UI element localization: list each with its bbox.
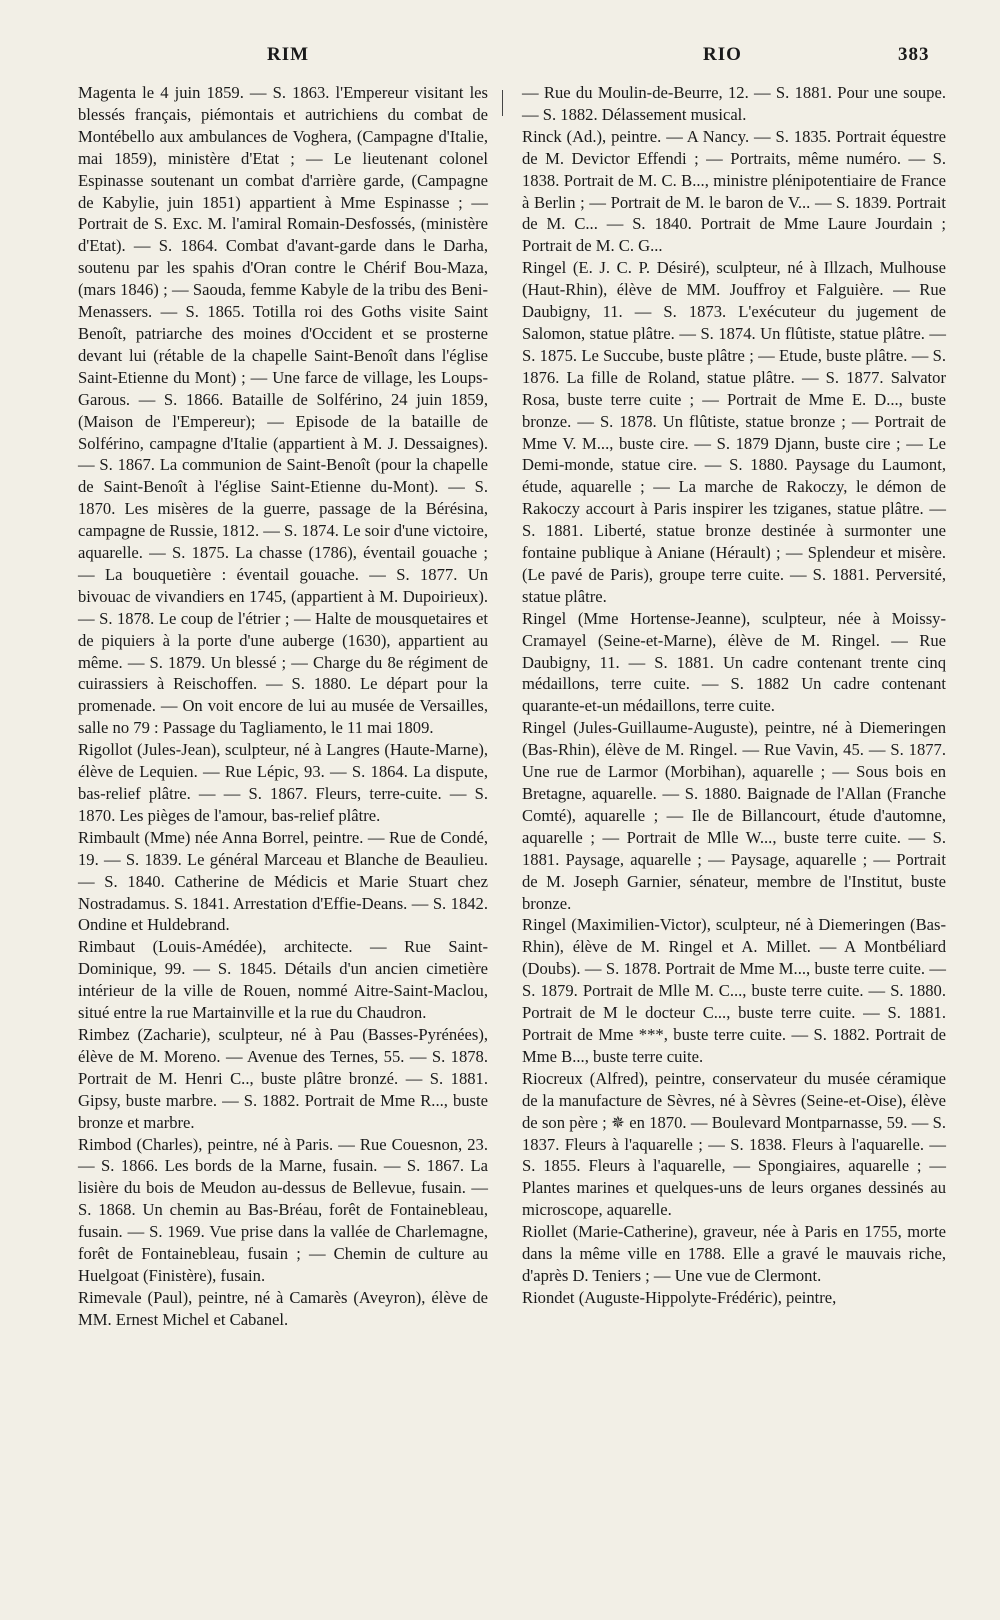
entry-rimevale: Rimevale (Paul), peintre, né à Camarès (Aveyron), élève de MM. Ernest Michel et Cabanel.: [78, 1287, 488, 1329]
column-divider: [502, 90, 503, 116]
right-column: [522, 82, 946, 1309]
entry-rimbault: Rimbault (Mme) née Anna Borrel, peintre. — Rue de Condé, 19. — S. 1839. Le général Marceau et Blanche de Beaulieu. — S. 1840. Catherine de Médicis et Marie Stuart chez Nostradamus. S. 1841. Arrestation d'Effie-Deans. — S. 1842. Ondine et Huldebrand.: [78, 827, 488, 935]
entry-rimbod: Rimbod (Charles), peintre, né à Paris. — Rue Couesnon, 23. — S. 1866. Les bords de la Marne, fusain. — S. 1867. La lisière du bois de Meudon au-dessus de Bellevue, fusain. — S. 1868. Un chemin au Bas-Bréau, forêt de Fontainebleau, fusain. — S. 1969. Vue prise dans la vallée de Charlemagne, forêt de Fontainebleau, fusain ; — Chemin de culture au Huelgoat (Finistère), fusain.: [78, 1134, 488, 1285]
entry-paragraph: Magenta le 4 juin 1859. — S. 1863. l'Empereur visitant les blessés français, piémontais et autrichiens du combat de Montébello aux ambulances de Voghera, (Campagne d'Italie, mai 1859), ministère d'Etat ; — Le lieutenant colonel Espinasse soutenant un combat d'arrière garde, (Campagne de Kabylie, juin 1851) appartient à Mme Espinasse ; — Portrait de S. Exc. M. l'amiral Romain-Desfossés, (ministère d'Etat). — S. 1864. Combat d'avant-garde dans le Darha, soutenu par les spahis d'Oran contre le Chérif Bou-Maza, (mars 1846) ; — Saouda, femme Kabyle de la tribu des Beni-Menassers. — S. 1865. Totilla roi des Goths visite Saint Benoît, patriarche des moines d'Occident et se prosterne devant lui (rétable de la chapelle Saint-Benoît dans l'église Saint-Etienne du Mont) ; — Une farce de village, les Loups-Garous. — S. 1866. Bataille de Solférino, 24 juin 1859, (Maison de l'Empereur); — Episode de la bataille de Solférino, campagne d'Italie (appartient à M. J. Dessaignes). — S. 1867. La communion de Saint-Benoît (pour la chapelle de Saint-Benoît à l'église Saint-Etienne du-Mont). — S. 1870. Les misères de la guerre, passage de la Bérésina, campagne de Russie, 1812. — S. 1874. Le soir d'une victoire, aquarelle. — S. 1875. La chasse (1786), éventail gouache ; — La bouquetière : éventail gouache. — S. 1877. Un bivouac de vivandiers en 1745, (appartient à M. Dupoirieux). — S. 1878. Le coup de l'étrier ; — Halte de mousquetaires et de piquiers à la porte d'une auberge (1630), appartient au même. — S. 1879. Un blessé ; — Charge du 8e régiment de cuirassiers à Reischoffen. — S. 1880. Le départ pour la promenade. — On voit encore de lui au musée de Versailles, salle no 79 : Passage du Tagliamento, le 11 mai 1809.: [78, 83, 488, 738]
entry-ringel-jules: Ringel (Jules-Guillaume-Auguste), peintre, né à Diemeringen (Bas-Rhin), élève de M. Ringel. — Rue Vavin, 45. — S. 1877. Une rue de Larmor (Morbihan), aquarelle ; — Sous bois en Bretagne, aquarelle. — S. 1880. Baignade de l'Allan (Franche Comté), aquarelle ; — Ile de Billancourt, étude d'automne, aquarelle ; — Portrait de Mlle W..., buste terre cuite. — S. 1881. Paysage, aquarelle ; — Paysage, aquarelle ; — Portrait de M. Joseph Garnier, sénateur, membre de l'Institut, buste bronze.: [522, 718, 946, 913]
left-column: [78, 82, 488, 1331]
entry-rimbaut: Rimbaut (Louis-Amédée), architecte. — Rue Saint-Dominique, 99. — S. 1845. Détails d'un ancien cimetière intérieur de la ville de Rouen, nommé Aitre-Saint-Maclou, situé entre la rue Martainville et la rue du Chaudron.: [78, 937, 488, 1023]
entry-rimbez: Rimbez (Zacharie), sculpteur, né à Pau (Basses-Pyrénées), élève de M. Moreno. — Avenue des Ternes, 55. — S. 1878. Portrait de M. Henri C.., buste plâtre bronzé. — S. 1881. Gipsy, buste marbre. — S. 1882. Portrait de Mme R..., buste bronze et marbre.: [78, 1024, 488, 1132]
header-left-word: RIM: [267, 44, 310, 65]
entry-rimevale-continued: — Rue du Moulin-de-Beurre, 12. — S. 1881. Pour une soupe. — S. 1882. Délassement musical.: [522, 83, 946, 124]
entry-riondet: Riondet (Auguste-Hippolyte-Frédéric), peintre,: [522, 1287, 837, 1307]
entry-riollet: Riollet (Marie-Catherine), graveur, née à Paris en 1755, morte dans la même ville en 1788. Elle a gravé le mauvais riche, d'après D. Teniers ; — Une vue de Clermont.: [522, 1222, 946, 1285]
entry-rigollot: Rigollot (Jules-Jean), sculpteur, né à Langres (Haute-Marne), élève de Lequien. — Rue Lépic, 93. — S. 1864. La dispute, bas-relief plâtre. — — S. 1867. Fleurs, terre-cuite. — S. 1870. Les pièges de l'amour, bas-relief plâtre.: [78, 740, 488, 825]
entry-ringel-desire: Ringel (E. J. C. P. Désiré), sculpteur, né à Illzach, Mulhouse (Haut-Rhin), élève de MM. Jouffroy et Falguière. — Rue Daubigny, 11. — S. 1873. L'exécuteur du jugement de Salomon, statue plâtre. — S. 1874. Un flûtiste, statue plâtre. — S. 1875. Le Succube, buste plâtre ; — Etude, buste plâtre. — S. 1876. La fille de Roland, statue plâtre. — S. 1877. Salvator Rosa, buste terre cuite ; — Portrait de Mme E. D..., buste bronze. — S. 1878. Un flûtiste, statue bronze ; — Portrait de Mme V. M..., buste cire. — S. 1879 Djann, buste cire ; — Le Demi-monde, statue cire. — S. 1880. Paysage du Laumont, étude, aquarelle ; — La marche de Rakoczy, le démon de Rakoczy accourt à Paris inspirer les tziganes, statue plâtre. — S. 1881. Liberté, statue bronze destinée à surmonter une fontaine publique à Aniane (Hérault) ; — Splendeur et misère. (Le pavé de Paris), groupe terre cuite. — S. 1881. Perversité, statue plâtre.: [522, 258, 946, 606]
page-number: 383: [898, 44, 930, 65]
header-right-word: RIO: [703, 44, 742, 65]
entry-ringel-hortense: Ringel (Mme Hortense-Jeanne), sculpteur, née à Moissy-Cramayel (Seine-et-Marne), élève de M. Ringel. — Rue Daubigny, 11. — S. 1881. Un cadre contenant trente cinq médaillons, terre cuite. — S. 1882 Un cadre contenant quarante-et-un médaillons, terre cuite.: [522, 608, 946, 716]
running-header: [0, 44, 1000, 74]
entry-riocreux: Riocreux (Alfred), peintre, conservateur du musée céramique de la manufacture de Sèvres, né à Sèvres (Seine-et-Oise), élève de son père ; ✵ en 1870. — Boulevard Montparnasse, 59. — S. 1837. Fleurs à l'aquarelle ; — S. 1838. Fleurs à l'aquarelle. — S. 1855. Fleurs à l'aquarelle, — Spongiaires, aquarelle ; — Plantes marines et quelques-uns de leurs organes dessinés au microscope, aquarelle.: [522, 1068, 946, 1220]
entry-ringel-maximilien: Ringel (Maximilien-Victor), sculpteur, né à Diemeringen (Bas-Rhin), élève de M. Ringel et A. Millet. — A Montbéliard (Doubs). — S. 1878. Portrait de Mme M..., buste terre cuite. — S. 1879. Portrait de Mlle M. C..., buste terre cuite. — S. 1880. Portrait de M le docteur C..., buste terre cuite. — S. 1881. Portrait de Mme ***, buste terre cuite. — S. 1882. Portrait de Mme B..., buste terre cuite.: [522, 915, 946, 1066]
entry-rinck: Rinck (Ad.), peintre. — A Nancy. — S. 1835. Portrait équestre de M. Devictor Effendi ; — Portraits, même numéro. — S. 1838. Portrait de M. C. B..., ministre plénipotentiaire de France à Berlin ; — Portrait de M. le baron de V... — S. 1839. Portrait de M. C... — S. 1840. Portrait de Mme Laure Jourdain ; Portrait de M. C. G...: [522, 126, 946, 256]
